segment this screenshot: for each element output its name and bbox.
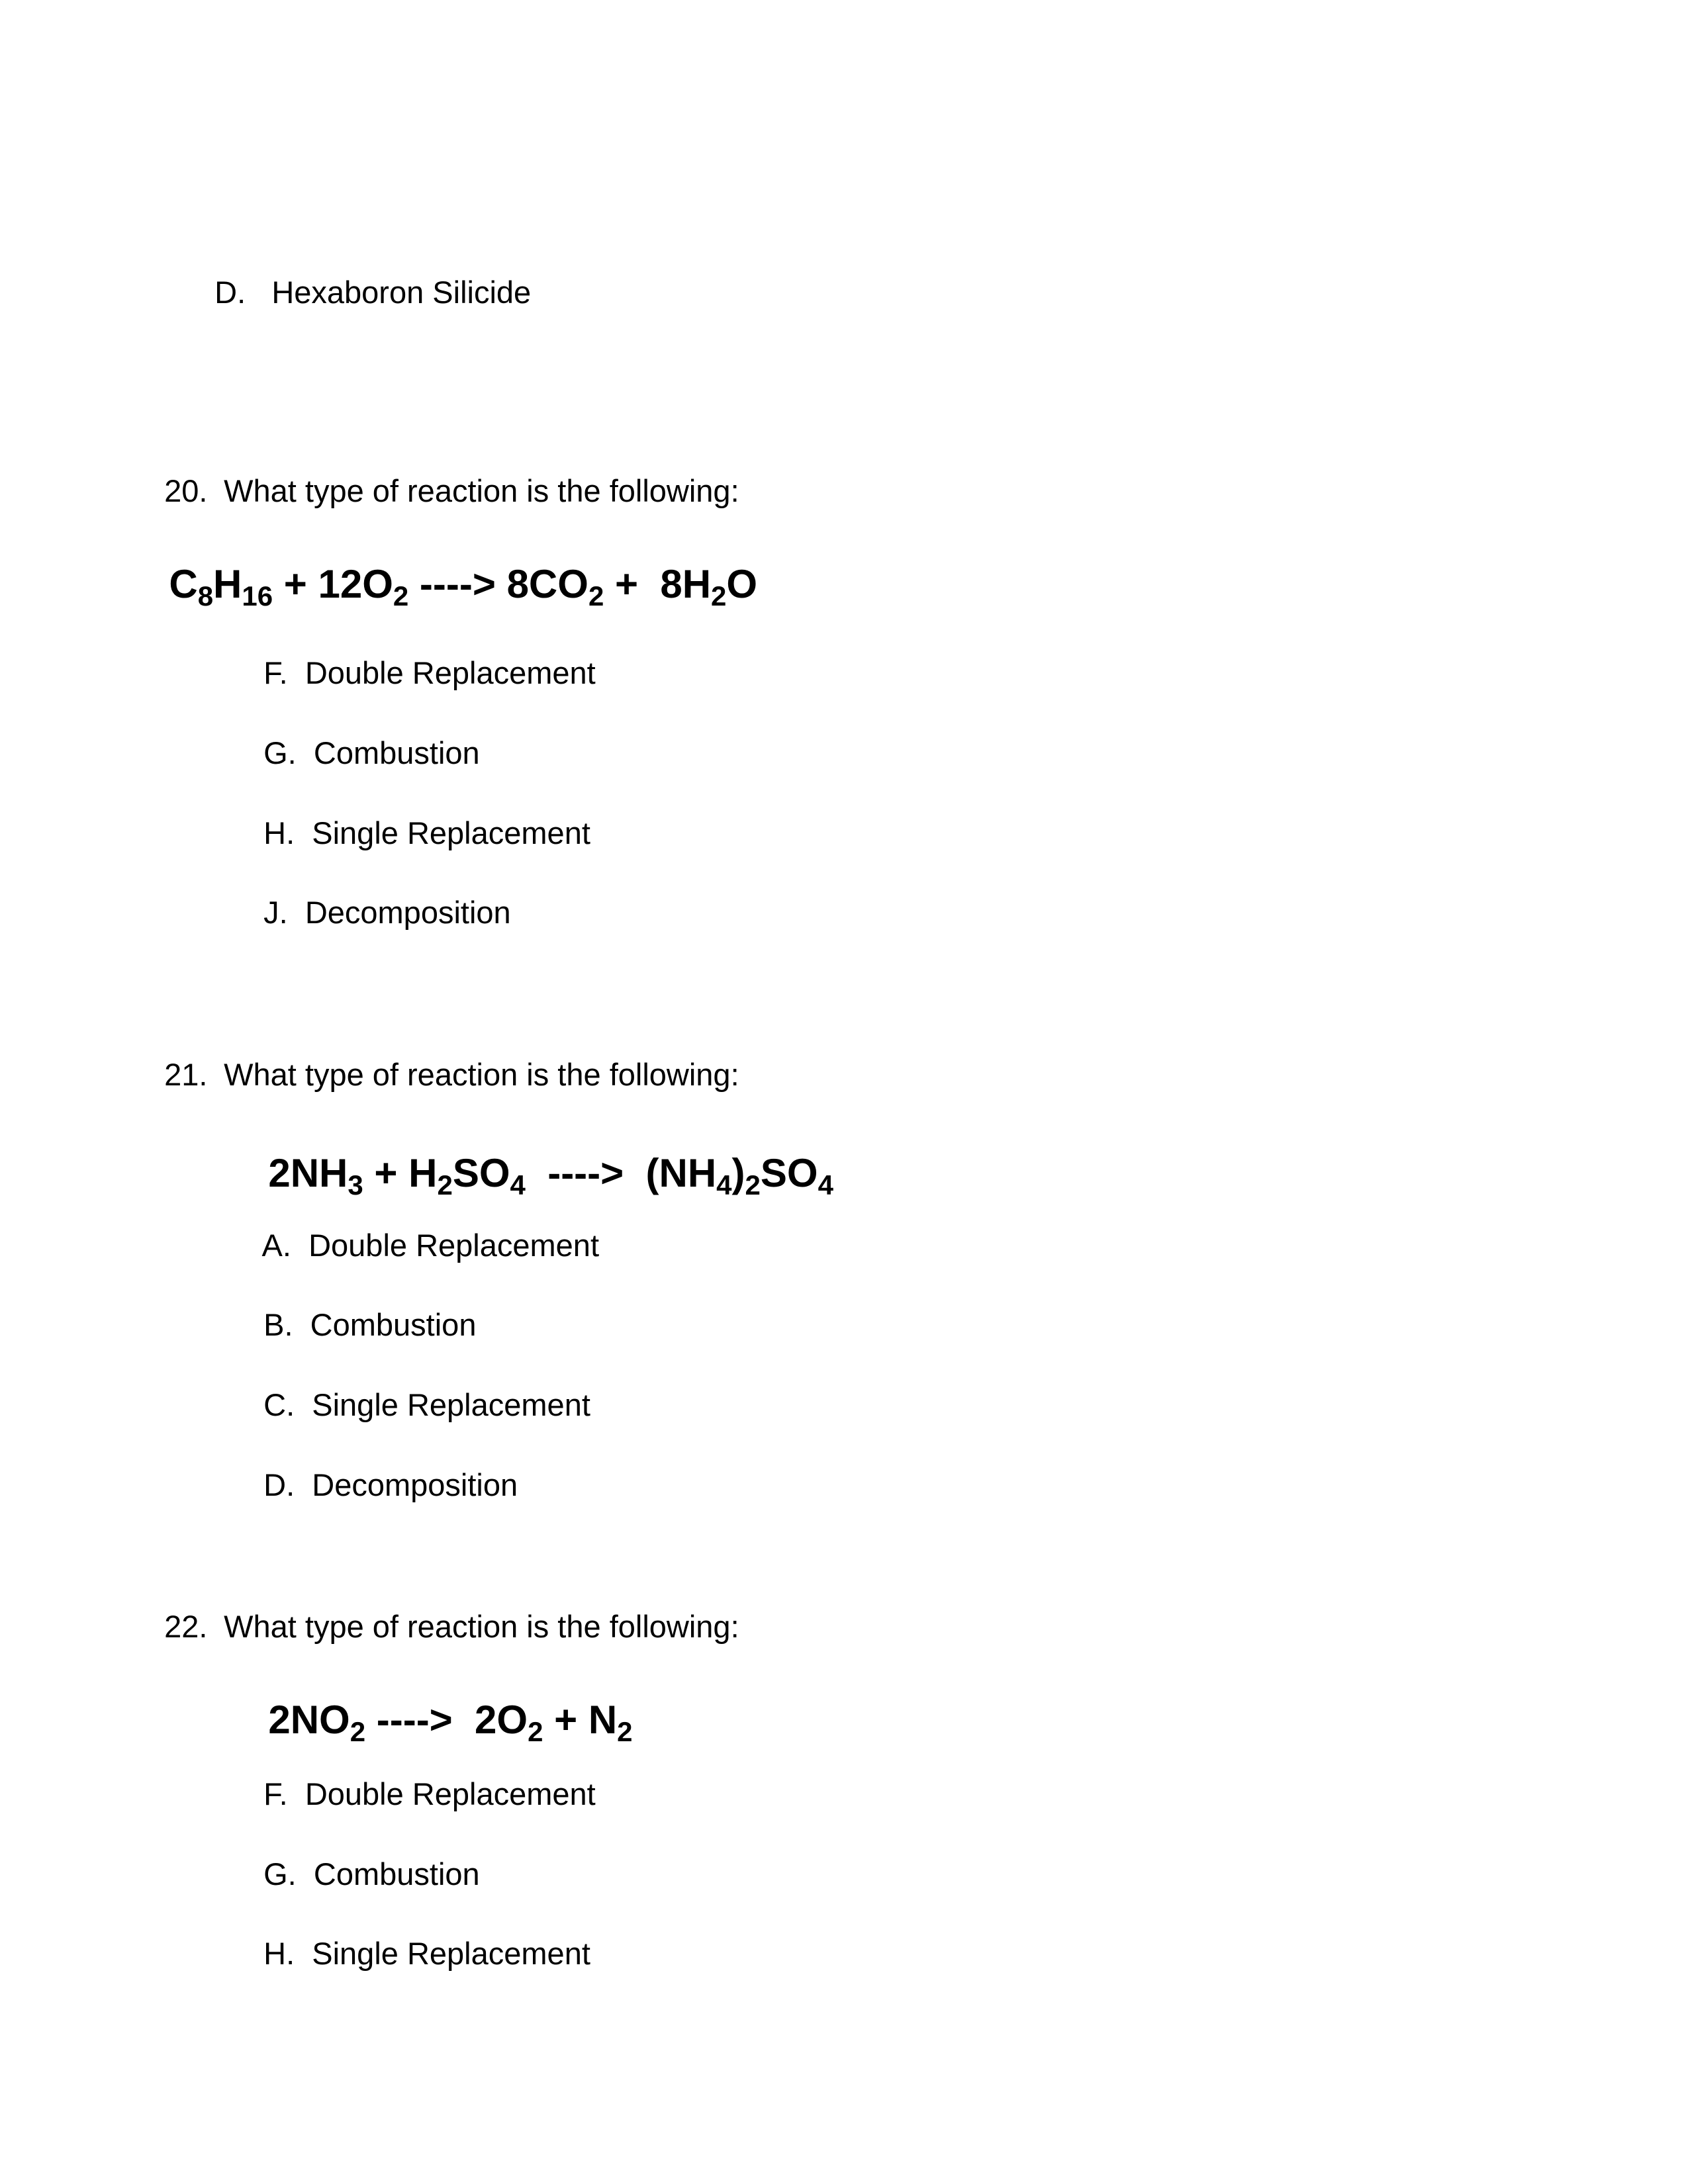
option-text: Double Replacement [308,1228,600,1263]
option-text: Double Replacement [305,655,596,690]
option-text: Single Replacement [312,815,590,850]
eq-subscript: 2 [528,1716,543,1747]
option-letter: F. [263,655,288,690]
option-letter: G. [263,1856,297,1891]
option-letter: B. [263,1307,293,1342]
eq-part: + N [543,1698,618,1742]
eq-subscript: 2 [617,1716,633,1747]
eq-part: ----> 2O [365,1698,528,1742]
eq-part: + 8H [604,562,712,606]
eq-part: + H [363,1151,438,1195]
eq-subscript: 2 [711,580,727,612]
question-21-option-c[interactable] [246,1349,590,1424]
option-text: Combustion [310,1307,477,1342]
option-letter: C. [263,1387,295,1422]
option-letter: F. [263,1776,288,1811]
option-letter: J. [263,895,288,930]
eq-part: ----> (NH [525,1151,717,1195]
eq-part: SO [452,1151,510,1195]
eq-part: C [169,562,198,606]
eq-subscript: 2 [745,1169,761,1201]
question-20-prompt [147,435,739,510]
eq-subscript: 4 [818,1169,833,1201]
question-21-option-d[interactable] [246,1430,518,1504]
question-22-prompt [147,1571,739,1645]
question-22-option-h[interactable] [246,1898,590,1972]
eq-subscript: 8 [197,580,214,612]
question-21-option-a[interactable] [246,1190,599,1264]
question-20-equation [147,515,758,612]
option-letter: D. [263,1467,295,1502]
eq-subscript: 4 [716,1169,732,1201]
eq-part: ) [731,1151,745,1195]
option-text: Decomposition [305,895,511,930]
question-22-option-g[interactable] [246,1819,480,1893]
option-letter: G. [263,735,297,770]
eq-subscript: 2 [437,1169,453,1201]
option-text: Decomposition [312,1467,518,1502]
question-20-option-f[interactable] [246,617,596,692]
question-text: What type of reaction is the following: [224,1609,739,1644]
eq-part: SO [760,1151,818,1195]
option-d-hexaboron [197,237,531,311]
question-20-option-h[interactable] [246,778,590,852]
eq-subscript: 2 [350,1716,366,1747]
option-text: Combustion [313,735,480,770]
option-letter: H. [263,1936,295,1971]
eq-subscript: 4 [510,1169,526,1201]
eq-part: + 12O [273,562,393,606]
eq-subscript: 2 [393,580,409,612]
eq-part: 2NO [268,1698,350,1742]
eq-subscript: 3 [348,1169,363,1201]
eq-part: 2NH [268,1151,348,1195]
eq-part: H [213,562,242,606]
eq-subscript: 16 [242,580,273,612]
option-letter: A. [261,1228,291,1263]
question-text: What type of reaction is the following: [224,1057,739,1092]
question-22-equation [246,1651,633,1747]
question-text: What type of reaction is the following: [224,473,739,508]
question-21-equation [246,1104,833,1201]
option-text: Single Replacement [312,1936,590,1971]
question-number: 20. [164,473,208,508]
question-20-option-j[interactable] [246,857,511,931]
question-21-prompt [147,1019,739,1093]
option-text: Hexaboron Silicide [271,275,532,310]
question-21-option-b[interactable] [246,1269,476,1343]
option-letter: D. [214,275,246,310]
eq-subscript: 2 [588,580,604,612]
question-20-option-g[interactable] [246,698,480,772]
question-22-option-f[interactable] [246,1739,596,1813]
question-number: 22. [164,1609,208,1644]
option-text: Double Replacement [305,1776,596,1811]
option-text: Single Replacement [312,1387,590,1422]
option-letter: H. [263,815,295,850]
question-number: 21. [164,1057,208,1092]
eq-part: ----> 8CO [408,562,588,606]
eq-part: O [726,562,758,606]
option-text: Combustion [313,1856,480,1891]
